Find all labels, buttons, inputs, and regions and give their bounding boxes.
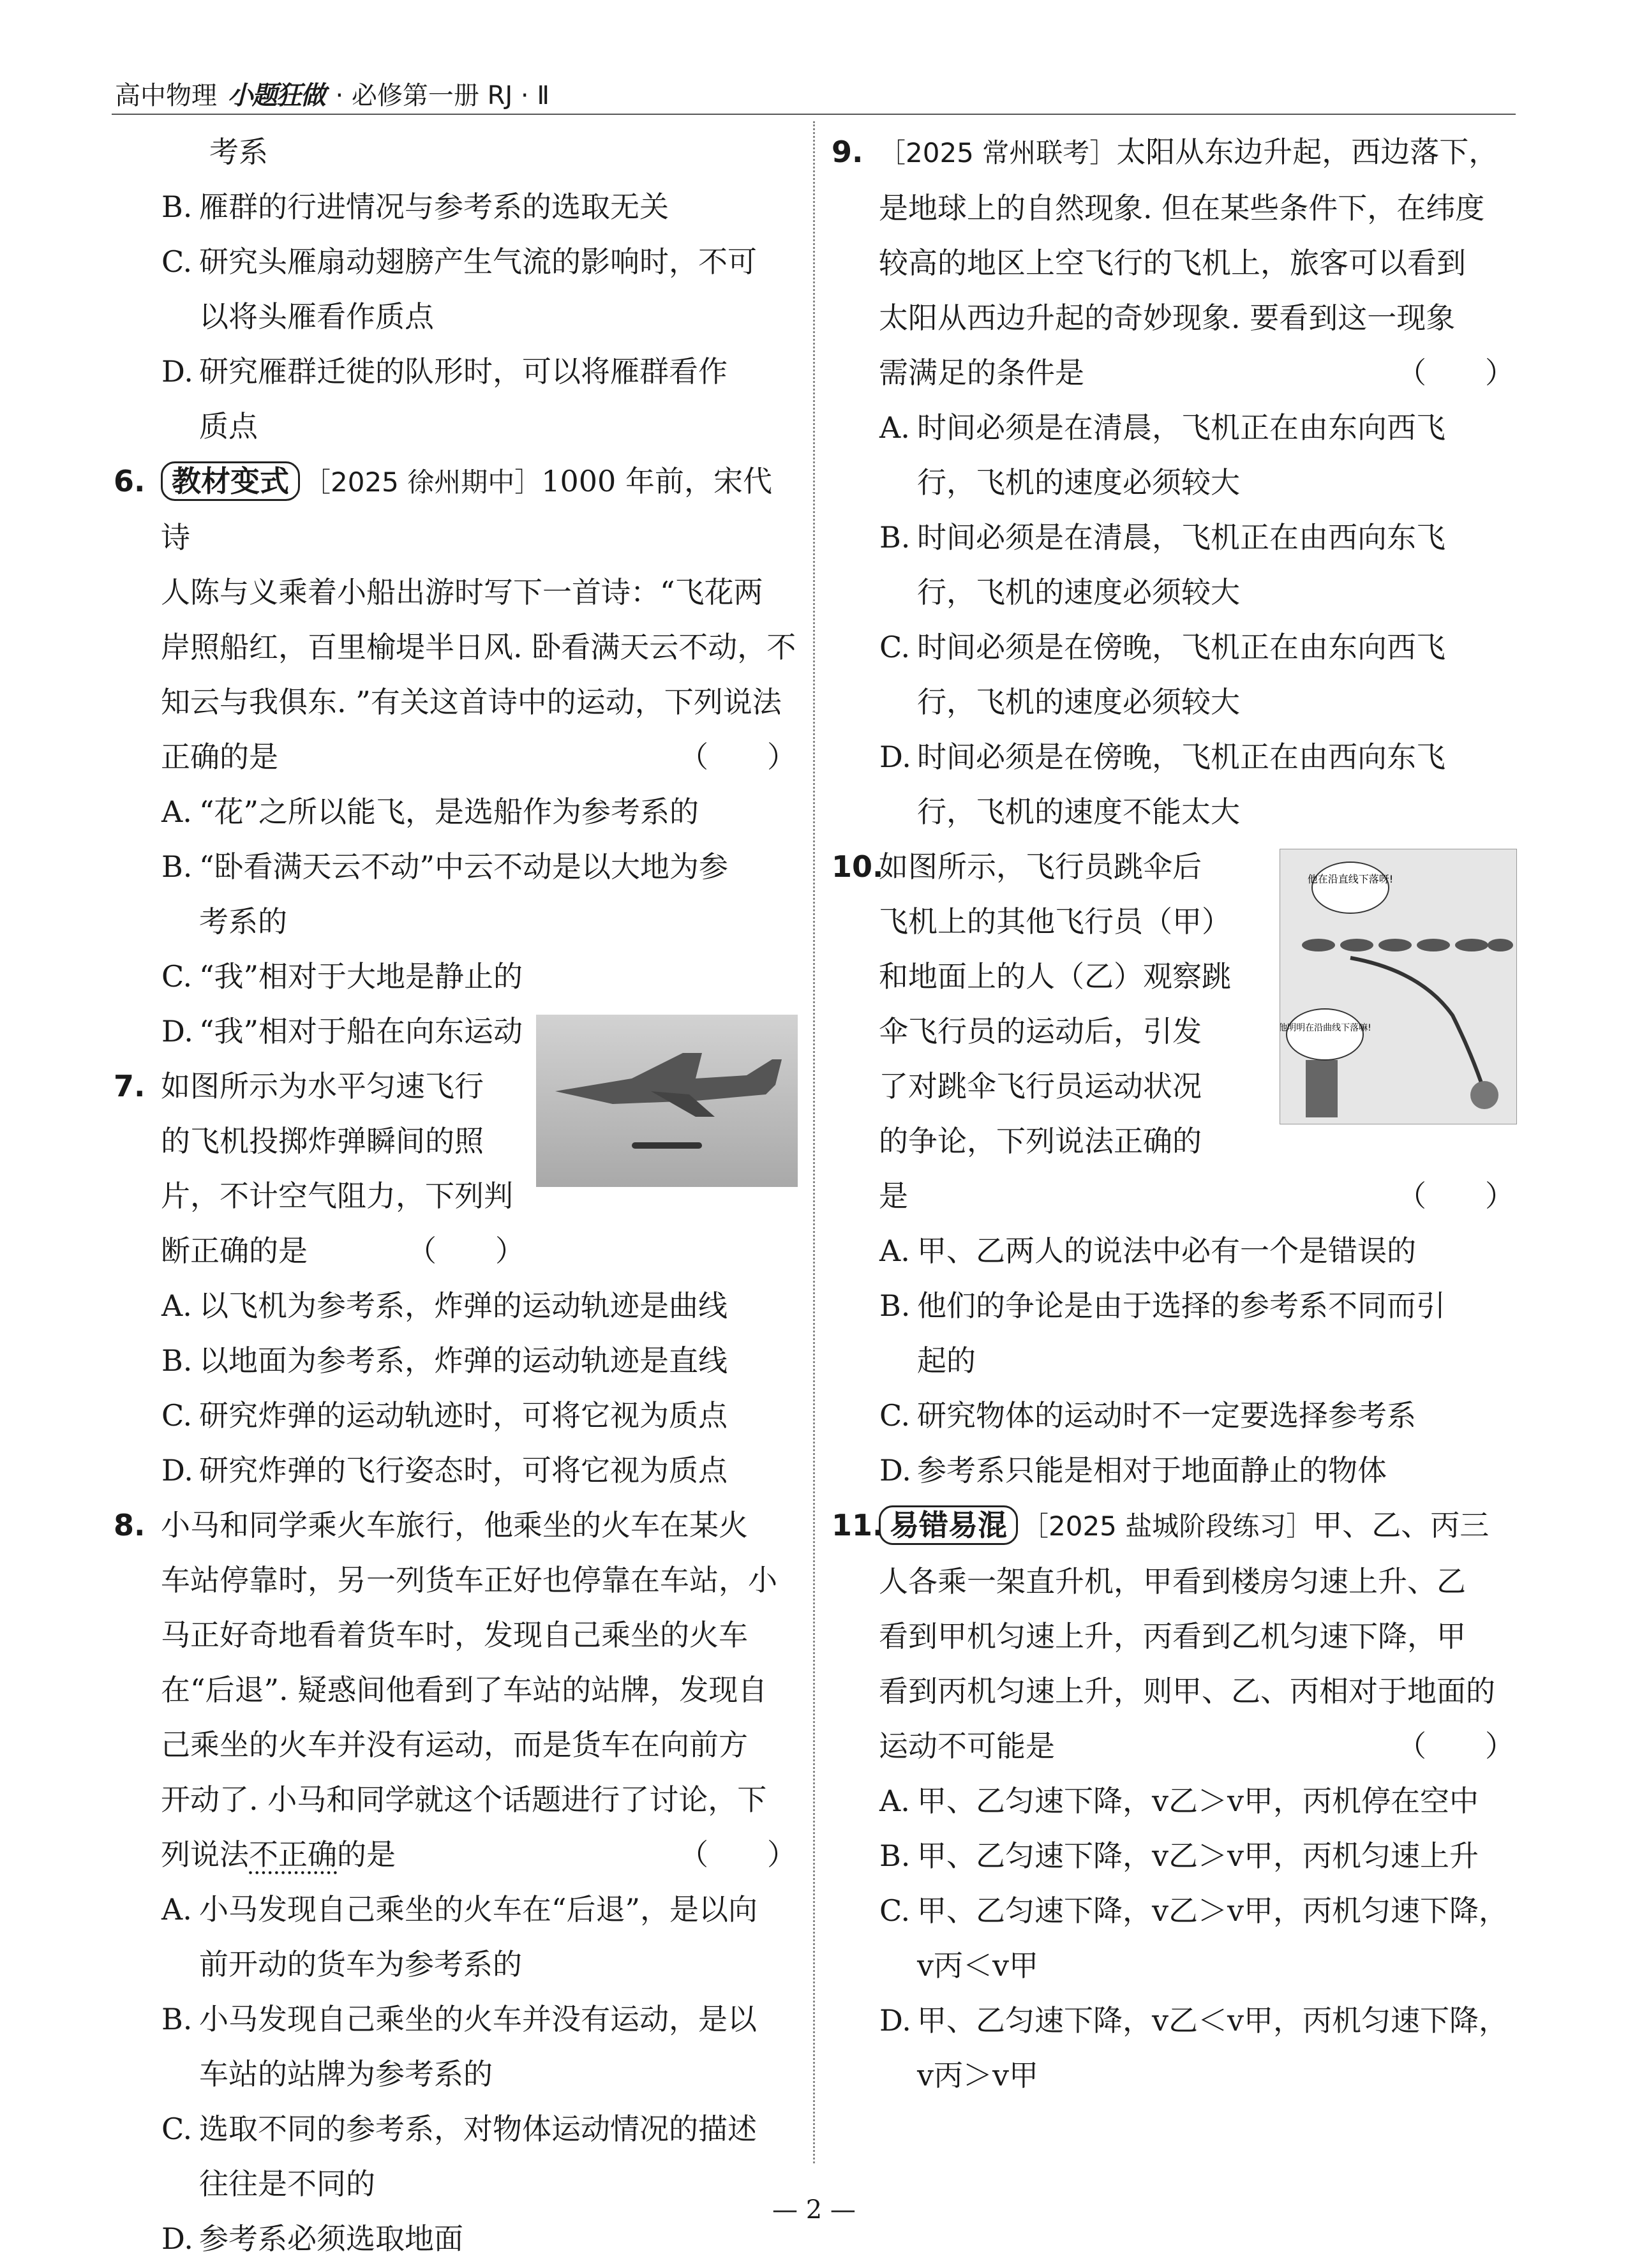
header-prefix: 高中物理: [115, 81, 217, 110]
q6-option-c: C. “我”相对于大地是静止的: [161, 959, 523, 994]
q9-option-c: C. 时间必须是在傍晚，飞机正在由东向西飞 行，飞机的速度必须较大: [879, 630, 1445, 719]
q5-tail: 考系: [209, 135, 268, 169]
question-source: ［2025 盐城阶段练习］: [1022, 1511, 1313, 1542]
q6-option-a: A. “花”之所以能飞，是选船作为参考系的: [161, 795, 699, 829]
question-9: 9. ［2025 常州联考］太阳从东边升起，西边落下， 是地球上的自然现象. 但在某些条件下，在纬度 较高的地区上空飞行的飞机上，旅客可以看到 太阳从西边升起的奇妙现象. 要看到这一现象 需满足的条件是 （ ）: [832, 124, 1514, 400]
left-column: [114, 124, 796, 2266]
question-number: 8.: [114, 1508, 146, 1542]
answer-paren: （ ）: [679, 1837, 796, 1872]
parachute-cartoon: [1280, 849, 1517, 1124]
question-number: 11.: [832, 1508, 884, 1542]
q9-option-a: A. 时间必须是在清晨，飞机正在由东向西飞 行，飞机的速度必须较大: [879, 410, 1445, 500]
answer-paren: （ ）: [407, 1234, 525, 1268]
question-number: 7.: [114, 1069, 146, 1103]
q5-options: [114, 179, 796, 454]
jet-illustration: [536, 1015, 798, 1187]
q8-option-b: B. 小马发现自己乘坐的火车并没有运动，是以 车站的站牌为参考系的: [161, 2002, 757, 2091]
q8-option-d: D. 参考系必须选取地面: [161, 2221, 463, 2256]
question-source: ［2025 常州联考］: [879, 137, 1117, 168]
q5-option-c: C. 研究头雁扇动翅膀产生气流的影响时，不可 以将头雁看作质点: [161, 244, 757, 334]
q8-option-a: A. 小马发现自己乘坐的火车在“后退”，是以向 前开动的货车为参考系的: [161, 1892, 758, 1981]
bubble-ground-text: 他明明在沿曲线下落嘛!: [1280, 1023, 1371, 1033]
q11-option-a: A. 甲、乙匀速下降，v乙＞v甲，丙机停在空中: [879, 1784, 1479, 1818]
answer-paren: （ ）: [679, 740, 796, 774]
q6-option-b: B. “卧看满天云不动”中云不动是以大地为参 考系的: [161, 849, 729, 939]
q10-option-c: C. 研究物体的运动时不一定要选择参考系: [879, 1398, 1416, 1433]
tag-badge: 易错易混: [879, 1505, 1018, 1545]
question-7: 7. 如图所示为水平匀速飞行 的飞机投掷炸弹瞬间的照 片，不计空气阻力，下列判 断正确的是 （ ）: [114, 1059, 796, 1278]
q5-option-b: B. 雁群的行进情况与参考系的选取无关: [161, 190, 669, 224]
q9-option-d: D. 时间必须是在傍晚，飞机正在由西向东飞 行，飞机的速度不能太大: [879, 740, 1445, 829]
answer-paren: （ ）: [1397, 1179, 1514, 1213]
question-8: 8. 小马和同学乘火车旅行，他乘坐的火车在某火 车站停靠时，另一列货车正好也停靠在车站，小 马正好奇地看着货车时，发现自己乘坐的火车 在“后退”. 疑惑间他看到了车站的站牌，发现自 己乘坐的火车并没有运动，而是货车在向前方 开动了. 小马和同学就这个话题进行了讨论，下 列说法不正确的是 （ ）: [114, 1498, 796, 1882]
header-suffix: · 必修第一册 RJ · Ⅱ: [335, 81, 550, 110]
q10-option-a: A. 甲、乙两人的说法中必有一个是错误的: [879, 1234, 1416, 1268]
q7-option-c: C. 研究炸弹的运动轨迹时，可将它视为质点: [161, 1398, 728, 1433]
q6-option-d: D. “我”相对于船在向东运动: [161, 1014, 523, 1048]
q7-option-d: D. 研究炸弹的飞行姿态时，可将它视为质点: [161, 1453, 728, 1488]
page-number: — 2 —: [772, 2195, 856, 2225]
answer-paren: （ ）: [1397, 1729, 1514, 1763]
q11-option-c: C. 甲、乙匀速下降，v乙＞v甲，丙机匀速下降， v丙＜v甲: [879, 1893, 1508, 1983]
question-number: 9.: [832, 135, 863, 169]
fighter-jet-photo: [536, 1015, 798, 1187]
q7-option-b: B. 以地面为参考系，炸弹的运动轨迹是直线: [161, 1343, 728, 1378]
q5-option-d: D. 研究雁群迁徙的队形时，可以将雁群看作 质点: [161, 354, 728, 444]
question-number: 6.: [114, 464, 146, 498]
q7-option-a: A. 以飞机为参考系，炸弹的运动轨迹是曲线: [161, 1288, 728, 1323]
answer-paren: （ ）: [1397, 355, 1514, 390]
header-rule: [112, 114, 1516, 115]
column-divider: [813, 121, 815, 2163]
question-6: 6. 教材变式 ［2025 徐州期中］1000 年前，宋代诗 人陈与义乘着小船出游时写下一首诗：“飞花两 岸照船红，百里榆堤半日风. 卧看满天云不动，不 知云与我俱东. ”有关这首诗中的运动，下列说法 正确的是 （ ）: [114, 454, 796, 784]
tag-badge: 教材变式: [161, 461, 300, 501]
question-11: 11. 易错易混 ［2025 盐城阶段练习］甲、乙、丙三 人各乘一架直升机，甲看到楼房匀速上升、乙 看到甲机匀速上升，丙看到乙机匀速下降，甲 看到丙机匀速上升，则甲、乙、丙相对于地面的 运动不可能是 （ ）: [832, 1498, 1514, 1773]
q11-option-b: B. 甲、乙匀速下降，v乙＞v甲，丙机匀速上升: [879, 1839, 1479, 1873]
q8-option-c: C. 选取不同的参考系，对物体运动情况的描述 往往是不同的: [161, 2112, 757, 2201]
parachute-illustration: [1280, 849, 1516, 1124]
book-logo: 小题狂做: [227, 81, 325, 110]
page-header: [115, 75, 549, 112]
bubble-plane-text: 他在沿直线下落呀!: [1307, 873, 1394, 885]
q10-option-b: B. 他们的争论是由于选择的参考系不同而引 起的: [879, 1288, 1445, 1378]
question-10: 10. 如图所示，飞行员跳伞后 飞机上的其他飞行员（甲） 和地面上的人（乙）观察跳 伞飞行员的运动后，引发 了对跳伞飞行员运动状况 的争论，下列说法正确的 是 （ ）: [832, 839, 1514, 1223]
question-number: 10.: [832, 849, 884, 884]
q11-option-d: D. 甲、乙匀速下降，v乙＜v甲，丙机匀速下降， v丙＞v甲: [879, 2003, 1508, 2093]
question-source: ［2025 徐州期中］: [304, 466, 542, 498]
q10-option-d: D. 参考系只能是相对于地面静止的物体: [879, 1453, 1387, 1488]
q9-option-b: B. 时间必须是在清晨，飞机正在由西向东飞 行，飞机的速度必须较大: [879, 520, 1445, 609]
emphasis-not: 不正确: [249, 1837, 337, 1872]
